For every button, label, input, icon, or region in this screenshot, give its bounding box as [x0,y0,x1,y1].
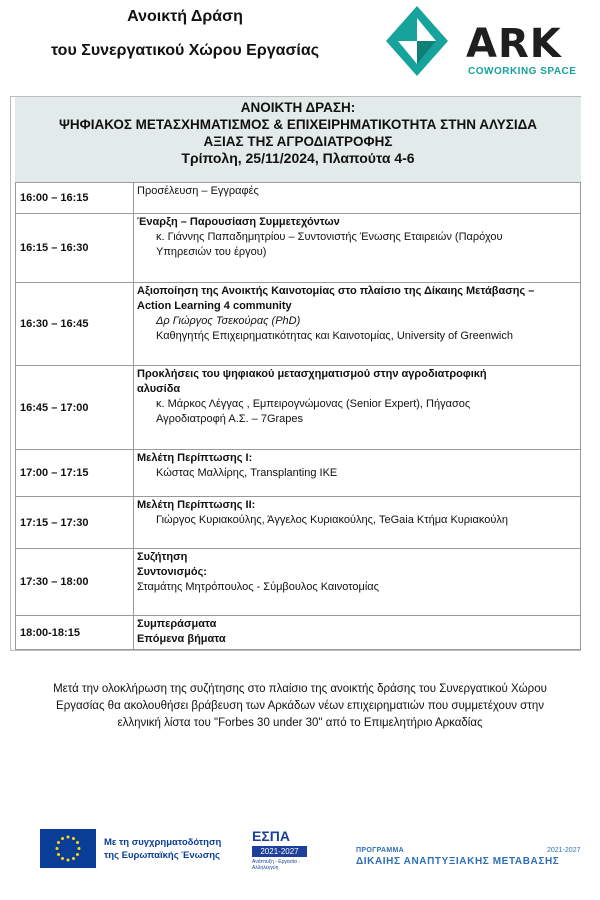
schedule-time: 16:00 – 16:15 [16,183,134,214]
espa-logo-years: 2021-2027 [252,846,307,857]
table-row [16,214,581,283]
schedule-content [134,450,581,497]
table-row [16,450,581,497]
ark-logo-icon [384,4,450,78]
banner-line2: ΨΗΦΙΑΚΟΣ ΜΕΤΑΣΧΗΜΑΤΙΣΜΟΣ & ΕΠΙΧΕΙΡΗΜΑΤΙΚΟΤΗΤΑ ΣΤΗΝ ΑΛΥΣΙΔΑ [58,117,538,132]
table-row [16,497,581,549]
schedule-content [134,214,581,283]
schedule-time: 16:30 – 16:45 [16,283,134,366]
table-row [16,616,581,650]
note-line1: Μετά την ολοκλήρωση της συζήτησης στο πλαίσιο της ανοικτής δράσης του Συνεργατικού Χώρου [53,683,547,695]
espa-logo-title: ΕΣΠΑ [252,828,290,844]
schedule-table [15,182,581,650]
schedule-content [134,549,581,616]
program-name: ΔΙΚΑΙΗΣ ΑΝΑΠΤΥΞΙΑΚΗΣ ΜΕΤΑΒΑΣΗΣ [356,856,560,867]
eu-cofunding-text [104,836,221,862]
schedule-time: 17:15 – 17:30 [16,497,134,549]
program-label: ΠΡΟΓΡΑΜΜΑ [356,847,404,854]
schedule-title: Μελέτη Περίπτωσης Ι: [137,452,253,464]
table-row [16,183,581,214]
ark-logo-subtitle: COWORKING SPACE [468,66,577,77]
schedule-time: 16:15 – 16:30 [16,214,134,283]
eu-text-line1: Με τη συγχρηματοδότηση [104,837,222,848]
ark-logo-text: ARK [466,21,562,67]
schedule-title-cont: Συντονισμός: [137,566,207,578]
schedule-detail: Καθηγητής Επιχειρηματικότητας και Καινοτομίας, University of Greenwich [156,330,513,342]
schedule-title-cont: αλυσίδα [137,383,181,395]
schedule-detail: Υπηρεσιών του έργου) [156,246,267,258]
schedule-time: 17:30 – 18:00 [16,549,134,616]
note-line2: Εργασίας θα ακολουθήσει βράβευση των Αρκάδων νέων επιχειρηματιών που συμμετέχουν στην [56,700,544,712]
schedule-title: Μελέτη Περίπτωσης ΙΙ: [137,499,256,511]
schedule-title: Έναρξη – Παρουσίαση Συμμετεχόντων [137,216,340,228]
schedule-title: Συζήτηση [137,551,188,563]
eu-text-line2: της Ευρωπαϊκής Ένωσης [104,850,220,861]
eu-flag-icon [40,829,96,868]
schedule-detail: Αγροδιατροφή Α.Σ. – 7Grapes [156,413,304,425]
schedule-time: 16:45 – 17:00 [16,366,134,450]
table-row [16,549,581,616]
schedule-detail: Γιώργος Κυριακούλης, Άγγελος Κυριακούλης, TeGaia Κτήμα Κυριακούλη [156,514,508,526]
table-row [16,283,581,366]
schedule-title: Αξιοποίηση της Ανοικτής Καινοτομίας στο πλαίσιο της Δίκαιης Μετάβασης – [137,285,535,297]
schedule-title-cont: Action Learning 4 community [137,300,292,312]
schedule-title: Προσέλευση – Εγγραφές [137,185,259,197]
schedule-detail: Σταμάτης Μητρόπουλος - Σύμβουλος Καινοτομίας [137,581,379,593]
header-title-line1: Ανοικτή Δράση [127,8,243,25]
banner-line1: ΑΝΟΙΚΤΗ ΔΡΑΣΗ: [240,100,356,115]
schedule-detail: Κώστας Μαλλίρης, Transplanting IKE [156,467,338,479]
schedule-title-cont: Επόμενα βήματα [137,633,226,645]
schedule-title: Προκλήσεις του ψηφιακού μετασχηματισμού στην αγροδιατροφική [137,368,487,380]
schedule-detail: Δρ Γιώργος Τσεκούρας (PhD) [156,315,301,327]
espa-logo-slogan: Ανάπτυξη - Εργασία - Αλληλεγγύη [252,859,300,871]
schedule-content [134,616,581,650]
schedule-content [134,497,581,549]
schedule-title: Συμπεράσματα [137,618,217,630]
schedule-content [134,183,581,214]
note-line3: ελληνική λίστα του "Forbes 30 under 30" από το Επιμελητήριο Αρκαδίας [117,717,483,729]
banner-line3: ΑΞΙΑΣ ΤΗΣ ΑΓΡΟΔΙΑΤΡΟΦΗΣ [203,134,393,149]
closing-note [20,681,580,732]
banner-date: Τρίπολη, 25/11/2024, Πλαπούτα 4-6 [181,150,415,166]
schedule-detail: κ. Γιάννης Παπαδημητρίου – Συντονιστής Ένωσης Εταιρειών (Παρόχου [156,231,503,243]
table-row [16,366,581,450]
event-banner [15,97,581,182]
schedule-content [134,366,581,450]
schedule-detail: κ. Μάρκος Λέγγας , Εμπειρογνώμονας (Senior Expert), Πήγασος [156,398,471,410]
schedule-content [134,283,581,366]
program-years: 2021-2027 [547,847,581,854]
header-title-line2: του Συνεργατικού Χώρου Εργασίας [50,42,320,59]
schedule-time: 17:00 – 17:15 [16,450,134,497]
schedule-time: 18:00-18:15 [16,616,134,650]
